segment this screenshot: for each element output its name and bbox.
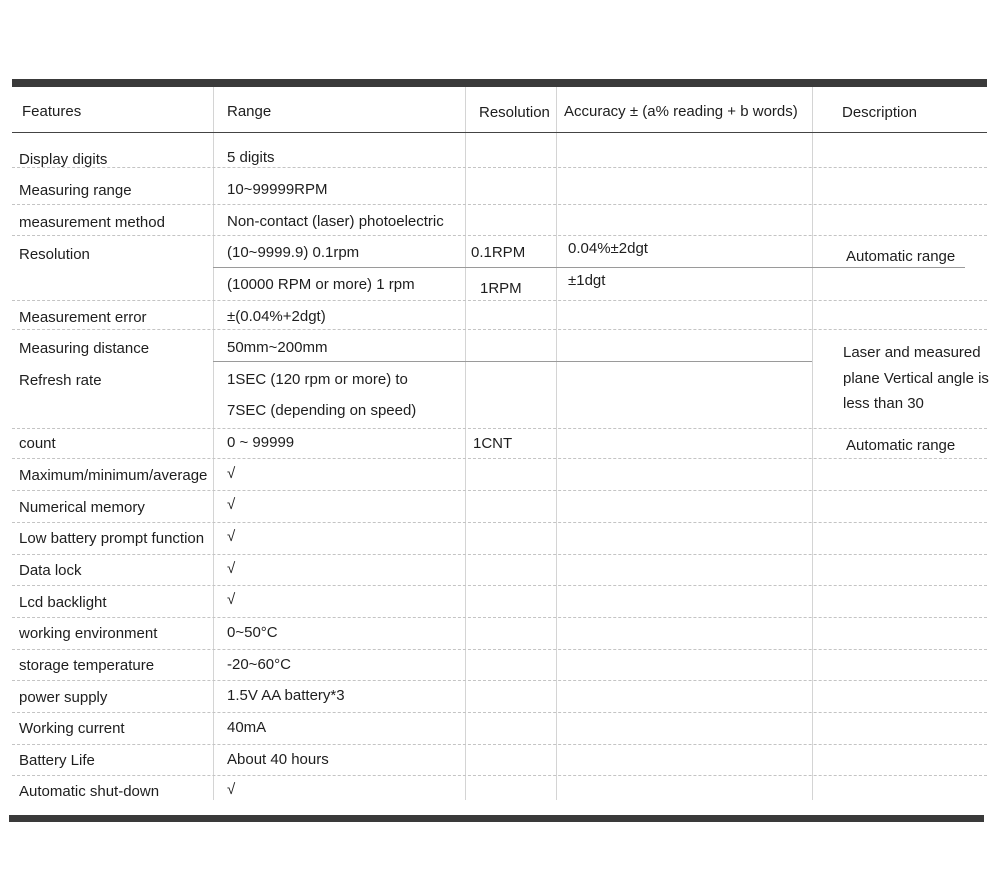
feature-cell: storage temperature (19, 657, 155, 674)
row-separator (12, 300, 987, 301)
range-cell: (10~9999.9) 0.1rpm (227, 244, 360, 261)
range-cell: 7SEC (depending on speed) (227, 402, 417, 419)
feature-cell: Numerical memory (19, 499, 145, 516)
feature-cell: Measuring distance (19, 340, 150, 357)
feature-cell: Maximum/minimum/average (19, 467, 208, 484)
range-cell: -20~60°C (227, 656, 291, 673)
range-cell: 5 digits (227, 149, 275, 166)
range-cell: 1.5V AA battery*3 (227, 687, 345, 704)
top-border-bar (12, 79, 987, 87)
feature-cell: working environment (19, 625, 158, 642)
row-separator (12, 167, 987, 168)
range-cell: 0 ~ 99999 (227, 434, 295, 451)
range-cell: 0~50°C (227, 624, 278, 641)
row-separator (12, 585, 987, 586)
row-separator (12, 235, 987, 236)
feature-cell: Measurement error (19, 309, 147, 326)
row-separator (12, 712, 987, 713)
feature-cell: Resolution (19, 246, 90, 263)
accuracy-cell: ±1dgt (568, 272, 606, 289)
range-cell: 50mm~200mm (227, 339, 328, 356)
row-separator (12, 554, 987, 555)
header-resolution: Resolution (479, 104, 550, 121)
accuracy-cell: 0.04%±2dgt (568, 240, 648, 257)
feature-cell: Data lock (19, 562, 82, 579)
checkmark-cell: √ (227, 560, 236, 577)
resolution-cell: 1RPM (480, 280, 522, 297)
range-cell: 40mA (227, 719, 267, 736)
row-separator (12, 204, 987, 205)
description-cell: Automatic range (846, 437, 956, 454)
row-separator (12, 744, 987, 745)
checkmark-cell: √ (227, 496, 236, 513)
range-cell: (10000 RPM or more) 1 rpm (227, 276, 415, 293)
row-separator (12, 617, 987, 618)
bottom-border-bar (9, 815, 984, 822)
description-cell: Laser and measured plane Vertical angle is less than 30 (843, 344, 989, 412)
row-separator (12, 490, 987, 491)
checkmark-cell: √ (227, 591, 236, 608)
row-separator (12, 680, 987, 681)
checkmark-cell: √ (227, 465, 236, 482)
range-cell: 10~99999RPM (227, 181, 328, 198)
feature-cell: Automatic shut-down (19, 783, 160, 800)
feature-cell: count (19, 435, 56, 452)
row-separator (12, 775, 987, 776)
feature-cell: Refresh rate (19, 372, 102, 389)
column-divider (213, 87, 214, 800)
row-separator (12, 522, 987, 523)
feature-cell: Display digits (19, 151, 108, 168)
checkmark-cell: √ (227, 528, 236, 545)
checkmark-cell: √ (227, 781, 236, 798)
header-description: Description (842, 104, 918, 121)
feature-cell: measurement method (19, 214, 165, 231)
range-cell: ±(0.04%+2dgt) (227, 308, 326, 325)
row-separator (12, 458, 987, 459)
row-separator (12, 649, 987, 650)
resolution-cell: 0.1RPM (471, 244, 526, 261)
header-separator (12, 132, 987, 133)
header-accuracy: Accuracy ± (a% reading + b words) (564, 103, 798, 120)
range-cell: 1SEC (120 rpm or more) to (227, 371, 408, 388)
header-features: Features (22, 103, 82, 120)
feature-cell: Battery Life (19, 752, 95, 769)
range-cell: Non-contact (laser) photoelectric (227, 213, 444, 230)
header-range: Range (227, 103, 272, 120)
feature-cell: Low battery prompt function (19, 530, 205, 547)
description-cell: Automatic range (846, 248, 956, 265)
range-cell: About 40 hours (227, 751, 329, 768)
row-separator (213, 361, 812, 362)
row-separator (213, 267, 965, 268)
feature-cell: Lcd backlight (19, 594, 107, 611)
feature-cell: power supply (19, 689, 108, 706)
column-divider (465, 87, 466, 800)
column-divider (556, 87, 557, 800)
row-separator (12, 428, 987, 429)
feature-cell: Working current (19, 720, 125, 737)
column-divider (812, 87, 813, 800)
row-separator (12, 329, 987, 330)
feature-cell: Measuring range (19, 182, 132, 199)
resolution-cell: 1CNT (473, 435, 513, 452)
